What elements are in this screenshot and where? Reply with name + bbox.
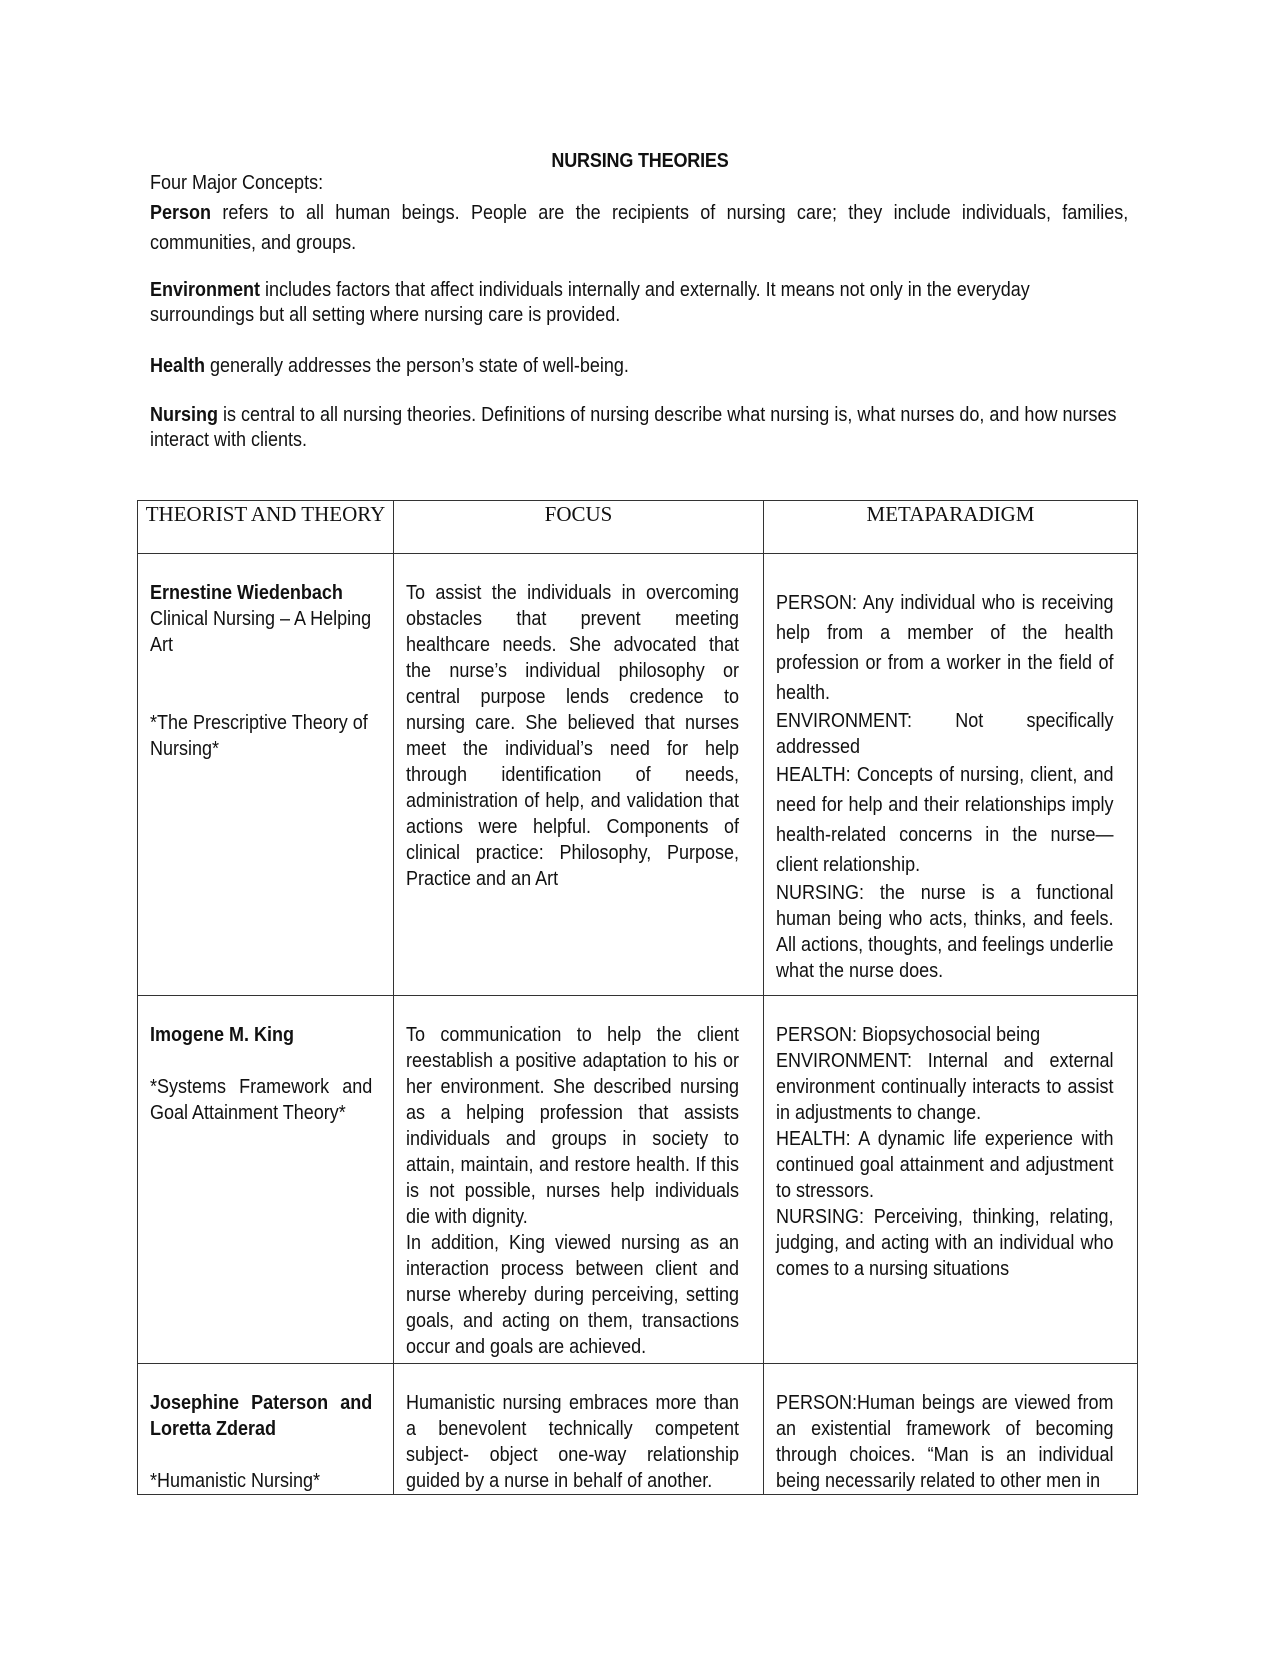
meta-nursing: NURSING: the nurse is a functional human being who acts, thinks, and feels. All actions, thoughts, and feelings underlie what the nurse does. xyxy=(776,882,1114,982)
metaparadigm-cell xyxy=(764,1364,1138,1495)
theory-name: Clinical Nursing – A Helping Art xyxy=(150,608,372,656)
table-row xyxy=(138,996,1138,1364)
focus-cell xyxy=(394,996,764,1364)
concept-environment: Environment includes factors that affect individuals internally and externally. It means not only in the everyday surroundings but all setting where nursing care is provided. xyxy=(150,279,1030,326)
theorist-cell xyxy=(138,996,394,1364)
focus-cell xyxy=(394,554,764,996)
header-metaparadigm: METAPARADIGM xyxy=(764,501,1138,554)
focus-text-continued: In addition, King viewed nursing as an interaction process between client and nurse whereby during perceiving, setting goals, and acting on them, transactions occur and goals are achieved. xyxy=(406,1232,739,1358)
table-header-row xyxy=(138,501,1138,554)
meta-person: PERSON: Any individual who is receiving help from a member of the health profession or from a worker in the field of health. xyxy=(776,592,1114,704)
focus-text: Humanistic nursing embraces more than a benevolent technically competent subject- object one-way relationship guided by a nurse in behalf of another. xyxy=(406,1392,739,1492)
table-row xyxy=(138,1364,1138,1495)
metaparadigm-cell xyxy=(764,996,1138,1364)
meta-health: HEALTH: A dynamic life experience with continued goal attainment and adjustment to stressors. xyxy=(776,1128,1114,1202)
metaparadigm-cell xyxy=(764,554,1138,996)
theorist-cell xyxy=(138,1364,394,1495)
meta-nursing: NURSING: Perceiving, thinking, relating, judging, and acting with an individual who comes to a nursing situations xyxy=(776,1206,1114,1280)
theory-label: *Systems Framework and Goal Attainment Theory* xyxy=(150,1076,373,1124)
header-theorist: THEORIST AND THEORY xyxy=(138,501,394,554)
meta-health: HEALTH: Concepts of nursing, client, and need for help and their relationships imply health-related concerns in the nurse—client relationship. xyxy=(776,764,1114,876)
page-title: NURSING THEORIES xyxy=(551,150,729,172)
meta-environment: ENVIRONMENT: Not specifically addressed xyxy=(776,710,1114,758)
meta-environment: ENVIRONMENT: Internal and external environment continually interacts to assist in adjustments to change. xyxy=(776,1050,1114,1124)
focus-text: To communication to help the client reestablish a positive adaptation to his or her environment. She described nursing as a helping profession that assists individuals and groups in society to attain, maintain, and restore health. If this is not possible, nurses help individuals die with dignity. xyxy=(406,1024,739,1228)
concept-term: Health xyxy=(150,355,206,377)
meta-person: PERSON:Human beings are viewed from an existential framework of becoming through choices. “Man is an individual being necessarily related to other men in xyxy=(776,1392,1114,1492)
concept-term: Person xyxy=(150,202,212,224)
theory-label: *Humanistic Nursing* xyxy=(150,1470,321,1492)
theorist-name: Imogene M. King xyxy=(150,1024,294,1046)
concept-health: Health generally addresses the person’s state of well-being. xyxy=(150,355,629,377)
concept-term: Environment xyxy=(150,279,261,301)
concept-person: Person refers to all human beings. People are the recipients of nursing care; they include individuals, families, communities, and groups. xyxy=(150,202,1129,254)
theory-label: *The Prescriptive Theory of Nursing* xyxy=(150,712,368,760)
meta-person: PERSON: Biopsychosocial being xyxy=(776,1024,1041,1046)
intro-subtitle: Four Major Concepts: xyxy=(150,172,324,194)
theories-table xyxy=(137,500,1138,1495)
focus-cell xyxy=(394,1364,764,1495)
table-row xyxy=(138,554,1138,996)
focus-text: To assist the individuals in overcoming obstacles that prevent meeting healthcare needs. She advocated that the nurse’s individual philosophy or central purpose lends credence to nursing care. She believed that nurses meet the individual’s need for help through identification of needs, administration of help, and validation that actions were helpful. Components of clinical practice: Philosophy, Purpose, Practice and an Art xyxy=(406,582,739,890)
concept-term: Nursing xyxy=(150,404,219,426)
theorist-name: Josephine Paterson and Loretta Zderad xyxy=(150,1392,373,1440)
theorist-cell xyxy=(138,554,394,996)
header-focus: FOCUS xyxy=(394,501,764,554)
theorist-name: Ernestine Wiedenbach xyxy=(150,582,343,604)
concept-nursing: Nursing is central to all nursing theories. Definitions of nursing describe what nursing is, what nurses do, and how nurses interact with clients. xyxy=(150,404,1117,451)
